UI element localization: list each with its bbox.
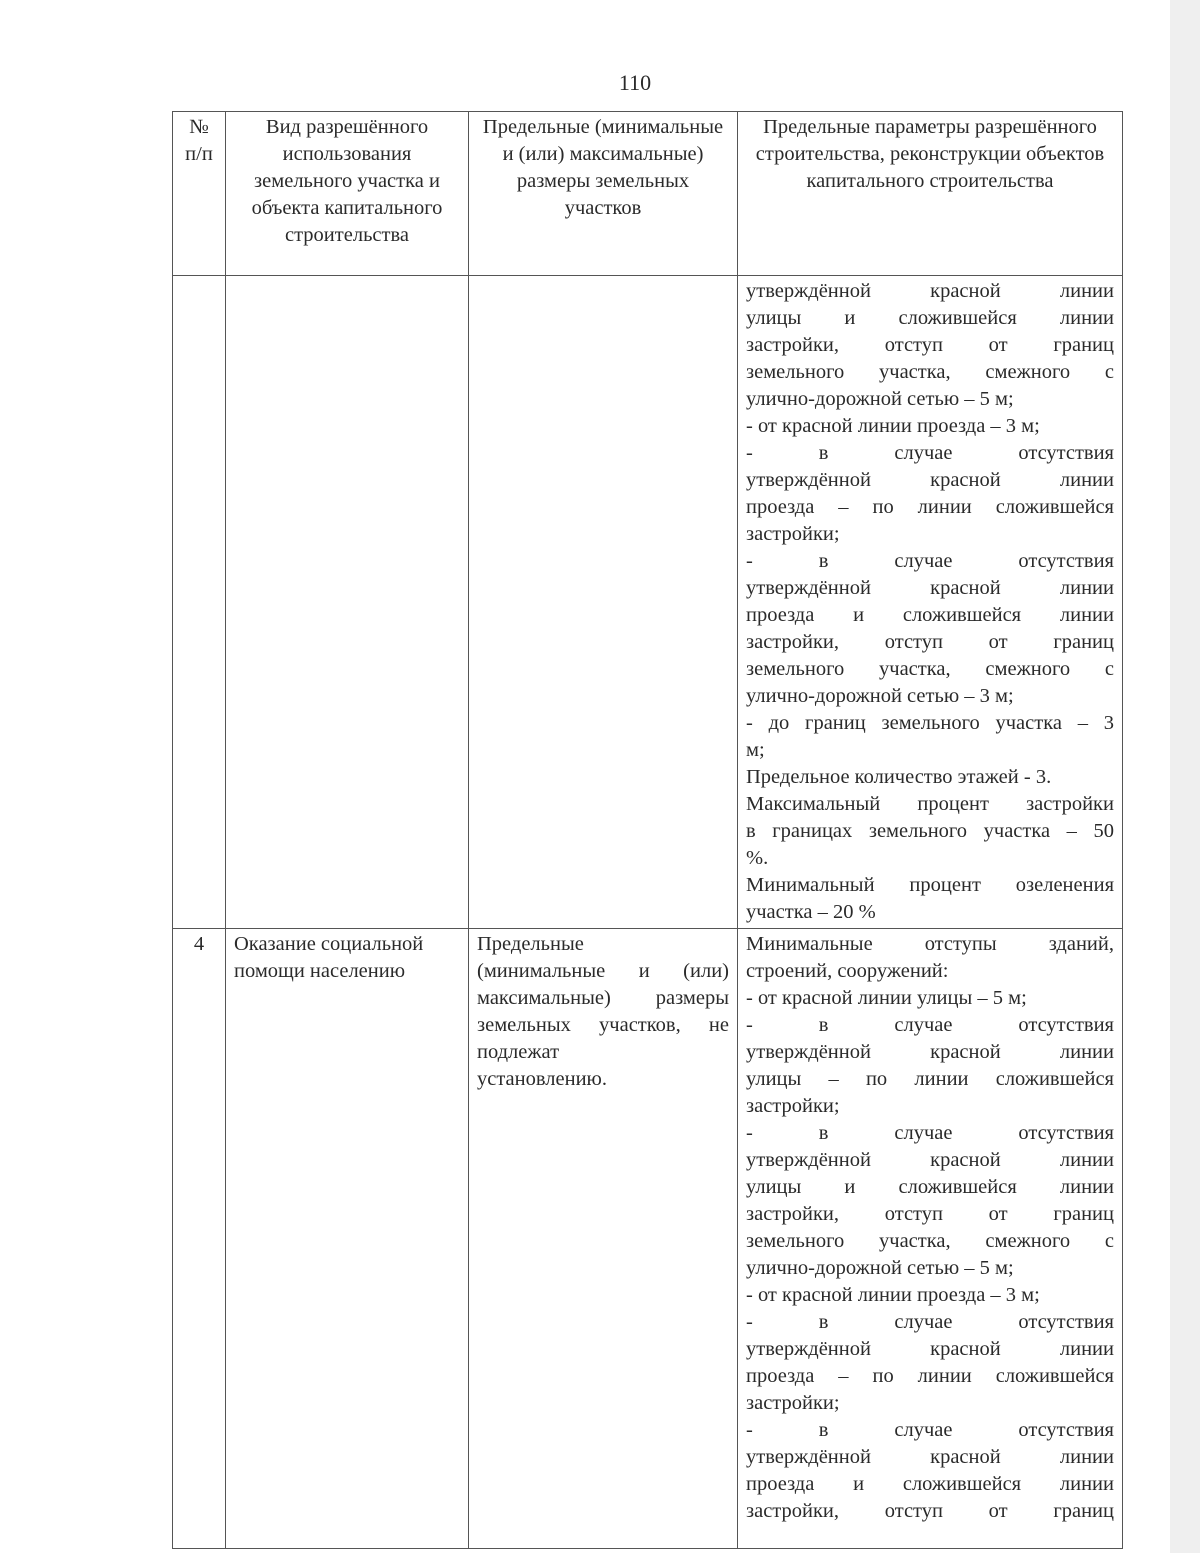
text-line: Предельные xyxy=(477,933,584,955)
text-line: - в случае отсутствия xyxy=(746,1311,1114,1333)
text-line: улично-дорожной сетью – 5 м; xyxy=(746,388,1014,410)
header-plot-sizes: Предельные (минимальные и (или) максимальные) размеры земельных участков xyxy=(469,112,738,276)
header-num: № п/п xyxy=(173,112,226,276)
text-line: застройки, отступ от границ xyxy=(746,631,1114,653)
text-line: застройки; xyxy=(746,523,840,545)
text-line: - в случае отсутствия xyxy=(746,442,1114,464)
text-line: утверждённой красной линии xyxy=(746,1446,1114,1468)
text-line: утверждённой красной линии xyxy=(746,1338,1114,1360)
text-line: проезда – по линии сложившейся xyxy=(746,496,1114,518)
text-line: утверждённой красной линии xyxy=(746,1149,1114,1171)
text-line: земельного участка, смежного с xyxy=(746,658,1114,680)
text-line: подлежат xyxy=(477,1041,560,1063)
text-line: - в случае отсутствия xyxy=(746,1122,1114,1144)
text-line: в границах земельного участка – 50 xyxy=(746,820,1114,842)
text-line: Предельное количество этажей - 3. xyxy=(746,766,1052,788)
text-line: Минимальный процент озеленения xyxy=(746,874,1114,896)
scan-edge-strip xyxy=(1170,0,1200,1553)
text-line: земельного участка, смежного с xyxy=(746,1230,1114,1252)
text-line: максимальные) размеры xyxy=(477,987,729,1009)
cell-use-type xyxy=(226,929,469,1549)
text-line: (минимальные и (или) xyxy=(477,960,729,982)
text-line: - в случае отсутствия xyxy=(746,550,1114,572)
header-construction-params: Предельные параметры разрешённого строительства, реконструкции объектов капитального строительства xyxy=(738,112,1123,276)
text-line: проезда – по линии сложившейся xyxy=(746,1365,1114,1387)
text-line: - в случае отсутствия xyxy=(746,1014,1114,1036)
text-line: строений, сооружений: xyxy=(746,960,949,982)
text-line: земельных участков, не xyxy=(477,1014,729,1036)
text-line: помощи населению xyxy=(234,960,406,982)
table-row xyxy=(173,929,1123,1549)
cell-construction-params xyxy=(738,929,1123,1549)
text-line: улицы и сложившейся линии xyxy=(746,1176,1114,1198)
text-line: %. xyxy=(746,847,769,869)
text-line: утверждённой красной линии xyxy=(746,1041,1114,1063)
header-use-type: Вид разрешённого использования земельного участка и объекта капитального строительства xyxy=(226,112,469,276)
text-line: улично-дорожной сетью – 5 м; xyxy=(746,1257,1014,1279)
cell-use-type xyxy=(226,276,469,929)
text-line: улицы – по линии сложившейся xyxy=(746,1068,1114,1090)
regulations-table xyxy=(172,111,1123,1549)
text-line: застройки, отступ от границ xyxy=(746,1500,1114,1522)
text-line: проезда и сложившейся линии xyxy=(746,1473,1114,1495)
text-line: застройки, отступ от границ xyxy=(746,334,1114,356)
text-line: земельного участка, смежного с xyxy=(746,361,1114,383)
text-line: - в случае отсутствия xyxy=(746,1419,1114,1441)
text-line: улично-дорожной сетью – 3 м; xyxy=(746,685,1014,707)
text-line: - от красной линии проезда – 3 м; xyxy=(746,1284,1040,1306)
text-line: участка – 20 % xyxy=(746,901,876,923)
text-line: Максимальный процент застройки xyxy=(746,793,1114,815)
text-line: - от красной линии проезда – 3 м; xyxy=(746,415,1040,437)
cell-plot-sizes xyxy=(469,276,738,929)
table-row xyxy=(173,276,1123,929)
cell-construction-params xyxy=(738,276,1123,929)
text-line: проезда и сложившейся линии xyxy=(746,604,1114,626)
text-line: установлению. xyxy=(477,1068,607,1090)
table-header-row xyxy=(173,112,1123,276)
text-line: утверждённой красной линии xyxy=(746,577,1114,599)
page-number: 110 xyxy=(618,70,652,95)
text-line: Минимальные отступы зданий, xyxy=(746,933,1114,955)
cell-num xyxy=(173,276,226,929)
text-line: застройки; xyxy=(746,1392,840,1414)
text-line: - от красной линии улицы – 5 м; xyxy=(746,987,1027,1009)
text-line: застройки, отступ от границ xyxy=(746,1203,1114,1225)
text-line: застройки; xyxy=(746,1095,840,1117)
text-line: улицы и сложившейся линии xyxy=(746,307,1114,329)
text-line: утверждённой красной линии xyxy=(746,280,1114,302)
text-line: - до границ земельного участка – 3 xyxy=(746,712,1114,734)
text-line: м; xyxy=(746,739,765,761)
text-line: утверждённой красной линии xyxy=(746,469,1114,491)
cell-num: 4 xyxy=(173,929,226,1549)
cell-plot-sizes xyxy=(469,929,738,1549)
text-line: Оказание социальной xyxy=(234,933,424,955)
